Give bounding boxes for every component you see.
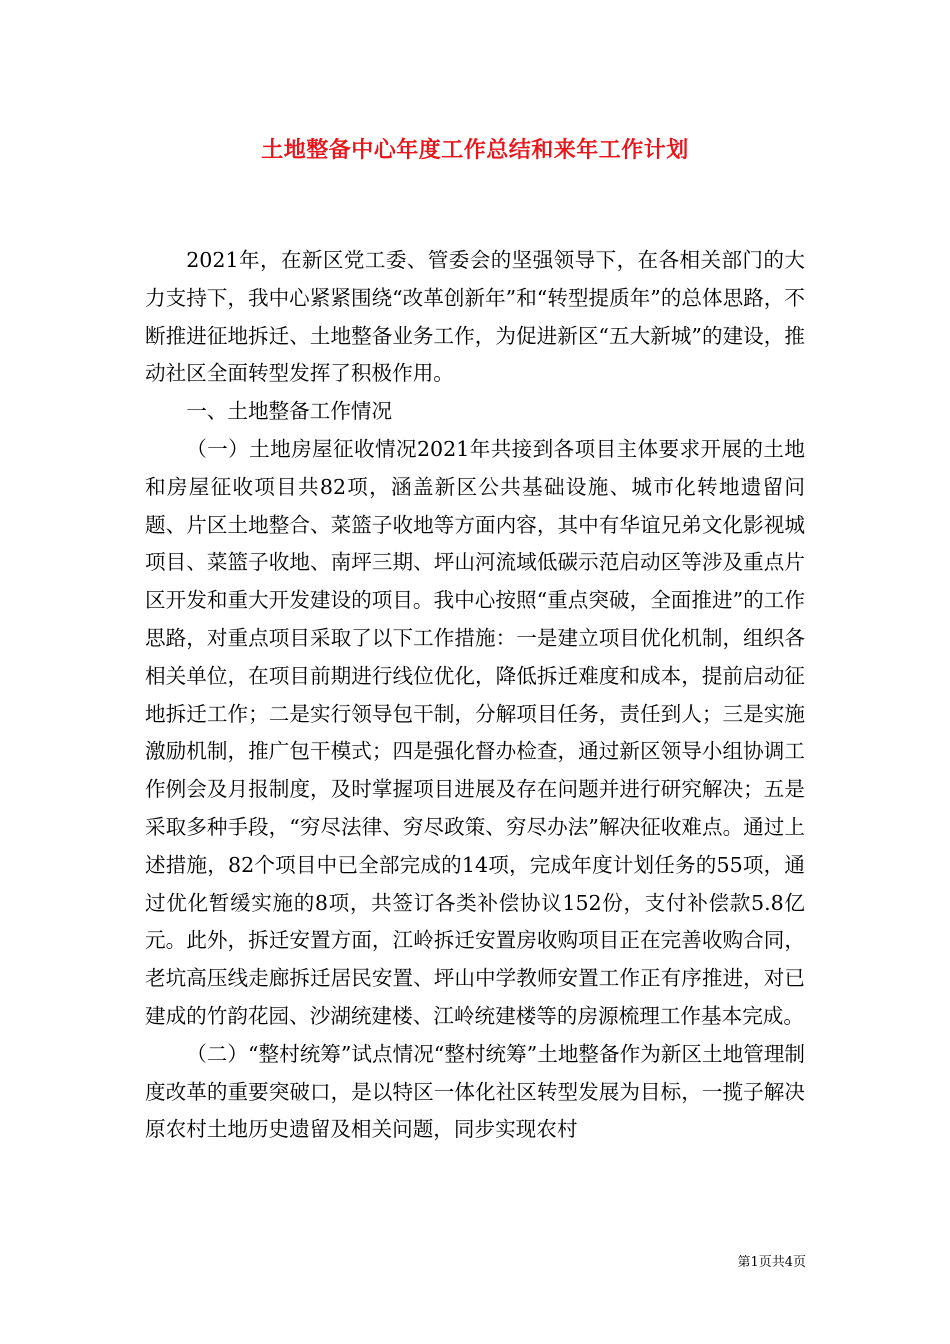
section-heading: 一、土地整备工作情况	[186, 399, 393, 424]
paragraph-village-pilot: （二）“整村统筹”试点情况“整村统筹”土地整备作为新区土地管理制度改革的重要突破口，是以特区一体化社区转型发展为目标，一揽子解决原农村土地历史遗留及相关问题，同步实现农村	[145, 1041, 805, 1142]
document-title: 土地整备中心年度工作总结和来年工作计划	[261, 137, 689, 163]
page-number: 第1页共4页	[737, 1255, 806, 1270]
paragraph-land-requisition: （一）土地房屋征收情况2021年共接到各项目主体要求开展的土地和房屋征收项目共82项，涵盖新区公共基础设施、城市化转地遗留问题、片区土地整合、菜篮子收地等方面内容，其中有华谊兄弟文化影视城项目、菜篮子收地、南坪三期、坪山河流域低碳示范启动区等涉及重点片区开发和重大开发建设的项目。我中心按照“重点突破，全面推进”的工作思路，对重点项目采取了以下工作措施：一是建立项目优化机制，组织各相关单位，在项目前期进行线位优化，降低拆迁难度和成本，提前启动征地拆迁工作；二是实行领导包干制，分解项目任务，责任到人；三是实施激励机制，推广包干模式；四是强化督办检查，通过新区领导小组协调工作例会及月报制度，及时掌握项目进展及存在问题并进行研究解决；五是采取多种手段，“穷尽法律、穷尽政策、穷尽办法”解决征收难点。通过上述措施，82个项目中已全部完成的14项，完成年度计划任务的55项，通过优化暂缓实施的8项，共签订各类补偿协议152份，支付补偿款5.8亿元。此外，拆迁安置方面，江岭拆迁安置房收购项目正在完善收购合同，老坑高压线走廊拆迁居民安置、坪山中学教师安置工作正有序推进，对已建成的竹韵花园、沙湖统建楼、江岭统建楼等的房源梳理工作基本完成。	[145, 436, 805, 1028]
paragraph-intro: 2021年，在新区党工委、管委会的坚强领导下，在各相关部门的大力支持下，我中心紧紧围绕“改革创新年”和“转型提质年”的总体思路，不断推进征地拆迁、土地整备业务工作，为促进新区“五大新城”的建设，推动社区全面转型发挥了积极作用。	[145, 248, 805, 386]
document-body	[145, 242, 805, 1149]
